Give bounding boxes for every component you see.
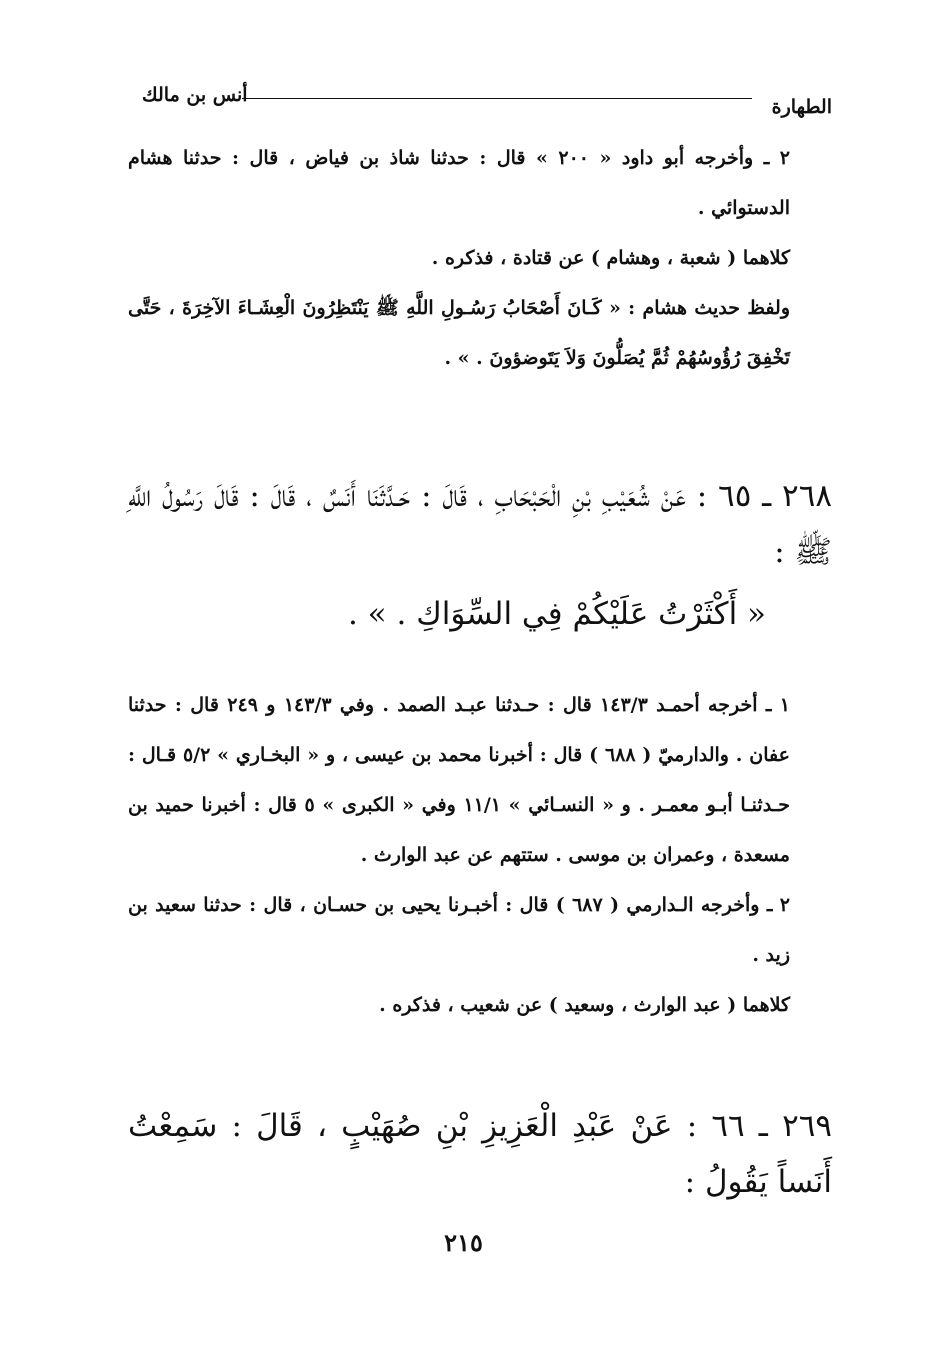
hadith-268-notes xyxy=(128,680,832,1030)
hadith-text: ٢٦٩ ـ ٦٦ : عَنْ عَبْدِ الْعَزِيزِ بْنِ صُهَيْبٍ ، قَالَ : سَمِعْتُ أَنَساً يَقُولُ : xyxy=(128,1108,833,1200)
hadith-269 xyxy=(128,1098,832,1210)
header-chapter: الطهارة xyxy=(771,96,832,118)
hadith-text: ٢٦٨ ـ ٦٥ : عَنْ شُعَيْبِ بْنِ الْحَبْحَابِ ، قَالَ : حَـدَّثَنَا أَنَسٌ ، قَالَ : قَالَ رَسُولُ اللَّهِ ﷺ : xyxy=(128,478,832,570)
page-number: ٢١٥ xyxy=(444,1228,483,1257)
previous-hadith-notes xyxy=(128,133,832,383)
header-narrator: أنس بن مالك xyxy=(142,84,248,106)
note-paragraph: ٢ ـ وأخرجه الـدارمي ( ٦٨٧ ) قال : أخبـرنا يحيى بن حسـان ، قال : حدثنا سعيد بن زيد . xyxy=(128,894,790,966)
hadith-268 xyxy=(128,468,832,642)
note-paragraph: ٢ ـ وأخرجه أبو داود « ٢٠٠ » قال : حدثنا شاذ بن فياض ، قال : حدثنا هشام الدستوائي . xyxy=(128,147,790,219)
note-paragraph: كلاهما ( عبد الوارث ، وسعيد ) عن شعيب ، فذكره . xyxy=(379,994,790,1016)
note-paragraph: كلاهما ( شعبة ، وهشام ) عن قتادة ، فذكره . xyxy=(431,247,790,269)
note-paragraph: ١ ـ أخرجه أحمـد ١٤٣/٣ قال : حـدثنا عبـد الصمد . وفي ١٤٣/٣ و ٢٤٩ قال : حدثنا عفان . والدارميّ ( ٦٨٨ ) قال : أخبرنا محمد بن عيسى ، و « البخـاري » ٥/٢ قـال : حـدثنـا أبـو معمـر . و « النسـائي » ١١/١ وفي « الكبرى » ٥ قال : أخبرنا حميد بن مسعدة ، وعمران بن موسى . ستتهم عن عبد الوارث . xyxy=(128,694,790,866)
running-header xyxy=(120,82,832,118)
header-rule xyxy=(242,98,752,99)
hadith-quote: « أَكْثَرْتُ عَلَيْكُمْ فِي السِّوَاكِ . » . xyxy=(347,596,766,632)
note-paragraph: ولفظ حديث هشام : « كَـانَ أَصْحَابُ رَسُـولِ اللَّهِ ﷺ يَنْتَظِرُونَ الْعِشَـاءَ الآخِرَةَ ، حَتَّى تَخْفِقَ رُؤُوسُهُمْ ثُمَّ يُصَلُّونَ وَلاَ يَتَوضؤونَ . » . xyxy=(128,297,790,369)
